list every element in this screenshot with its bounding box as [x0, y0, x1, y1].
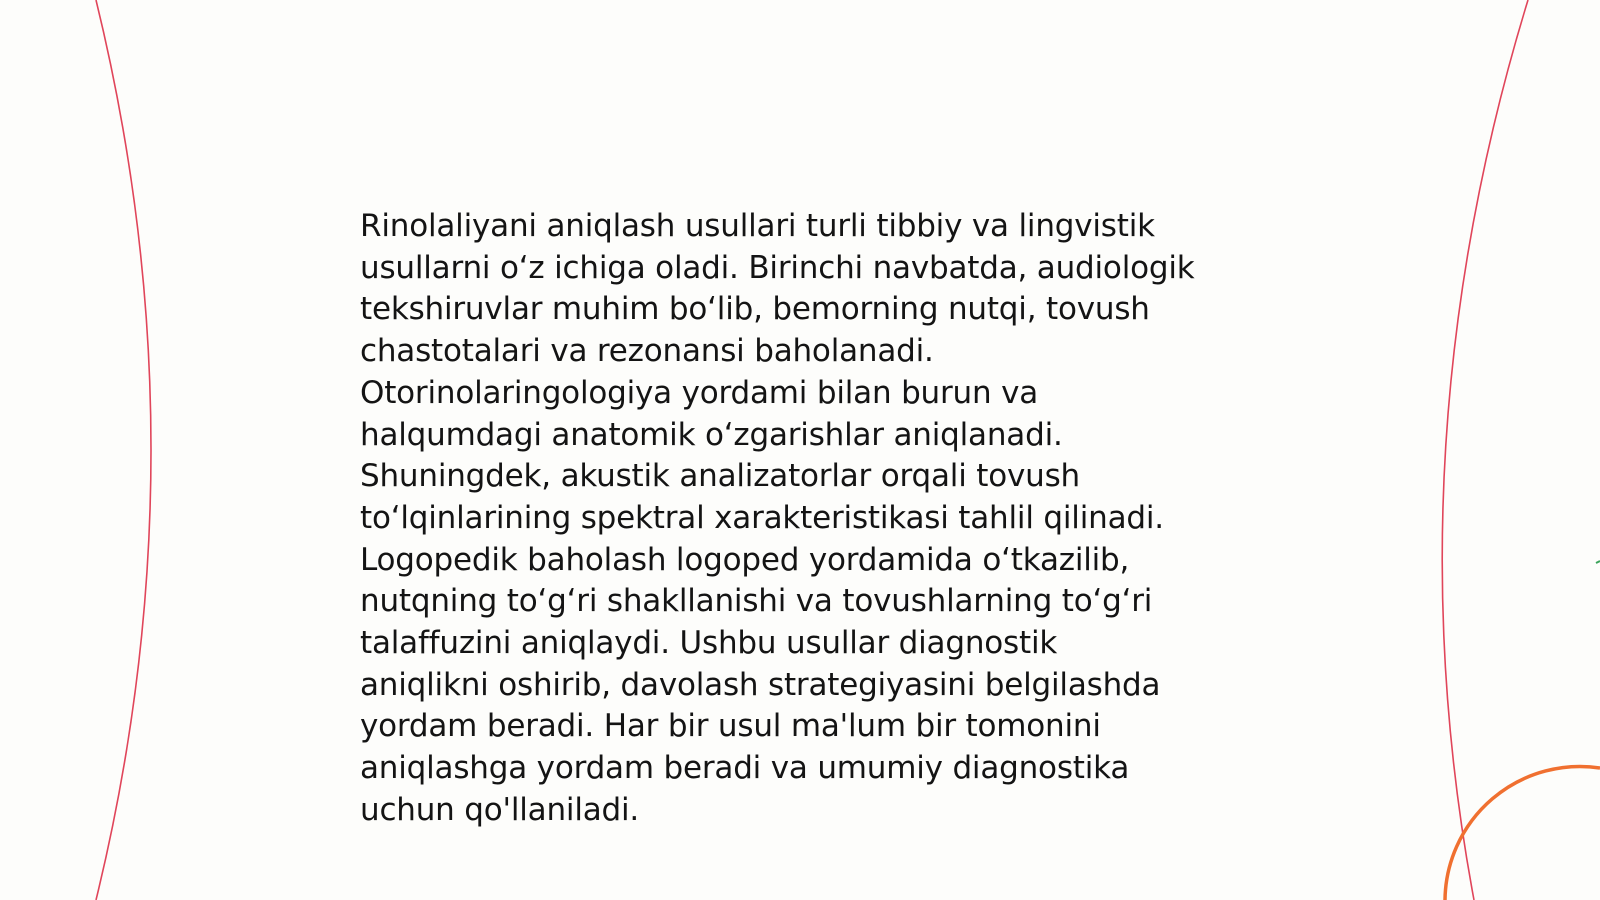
body-text-line: chastotalari va rezonansi baholanadi.	[360, 333, 934, 370]
body-text-line: usullarni o‘z ichiga oladi. Birinchi navbatda, audiologik	[360, 249, 1195, 286]
body-text-line: yordam beradi. Har bir usul ma'lum bir tomonini	[360, 708, 1101, 745]
orange-arc-decoration	[1445, 767, 1600, 900]
body-text-line: Logopedik baholash logoped yordamida o‘tkazilib,	[360, 541, 1130, 578]
body-text-line: aniqlikni oshirib, davolash strategiyasini belgilashda	[360, 666, 1161, 703]
body-text-line: to‘lqinlarining spektral xarakteristikasi tahlil qilinadi.	[360, 499, 1164, 536]
body-text-line: nutqning to‘g‘ri shakllanishi va tovushlarning to‘g‘ri	[360, 583, 1153, 620]
body-text-line: tekshiruvlar muhim bo‘lib, bemorning nutqi, tovush	[360, 291, 1150, 328]
body-text-line: aniqlashga yordam beradi va umumiy diagnostika	[360, 750, 1130, 787]
left-curve-decoration	[96, 0, 151, 900]
body-text-line: talaffuzini aniqlaydi. Ushbu usullar diagnostik	[360, 625, 1058, 662]
green-tick-decoration	[1596, 561, 1600, 563]
body-text-line: halqumdagi anatomik o‘zgarishlar aniqlanadi.	[360, 416, 1063, 453]
body-text	[360, 206, 1260, 832]
body-text-line: Otorinolaringologiya yordami bilan burun va	[360, 374, 1039, 411]
body-text-line: uchun qo'llaniladi.	[360, 791, 640, 828]
body-text-line: Rinolaliyani aniqlash usullari turli tibbiy va lingvistik	[360, 208, 1155, 244]
body-text-line: Shuningdek, akustik analizatorlar orqali tovush	[360, 458, 1080, 495]
right-curve-decoration	[1442, 0, 1528, 900]
